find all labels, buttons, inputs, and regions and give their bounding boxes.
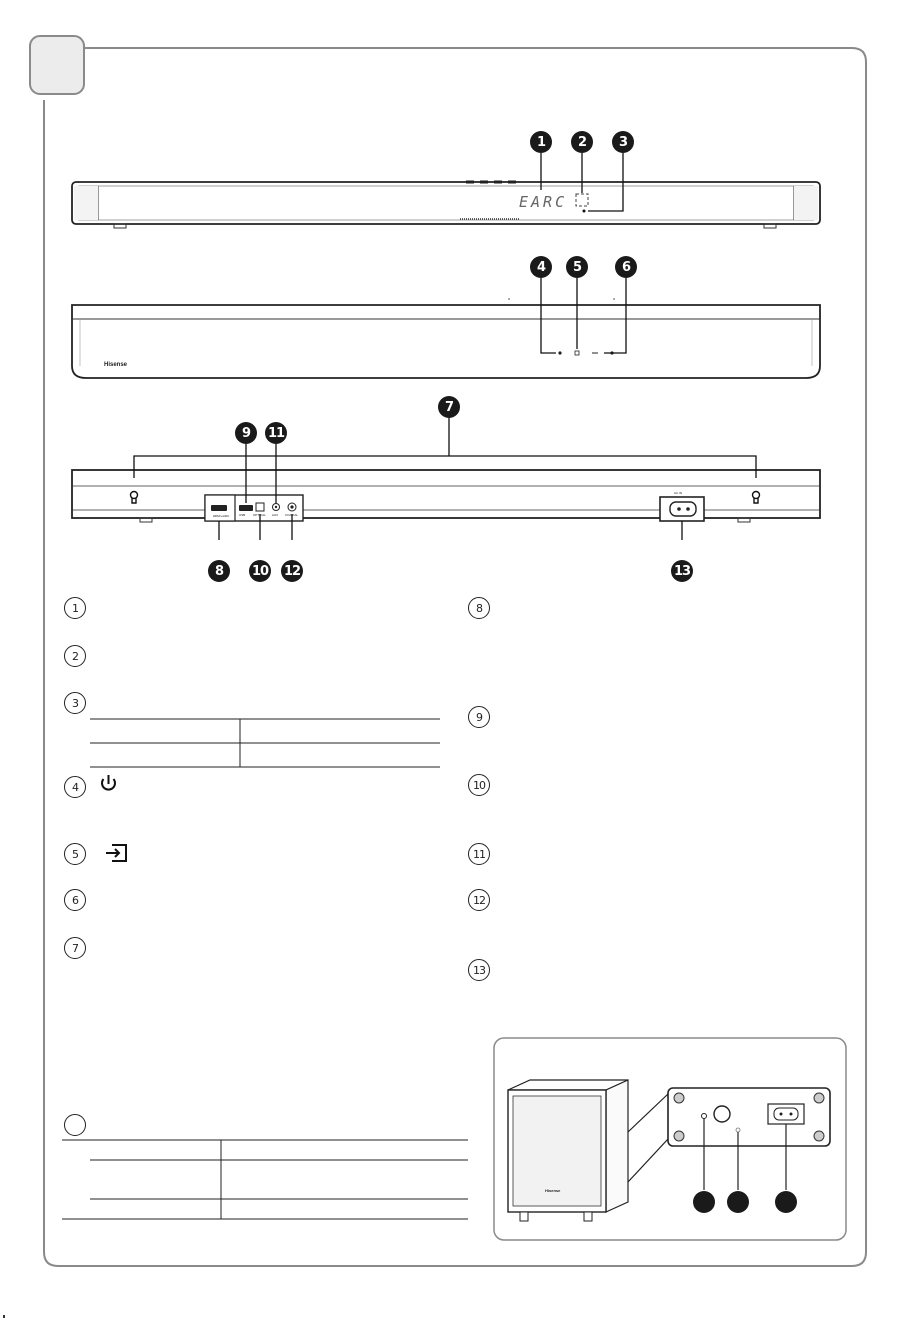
callout-11: 11 xyxy=(265,422,287,444)
legend-num-9: 9 xyxy=(468,706,490,728)
callout-7: 7 xyxy=(438,396,460,418)
callout-2: 2 xyxy=(571,131,593,153)
legend-num-1: 1 xyxy=(64,597,86,619)
legend-num-8: 8 xyxy=(468,597,490,619)
callout-9: 9 xyxy=(235,422,257,444)
legend-num-5: 5 xyxy=(64,843,86,865)
port-label-optical: OPTICAL xyxy=(253,513,266,517)
callout-1: 1 xyxy=(530,131,552,153)
legend-num-7: 7 xyxy=(64,937,86,959)
callout-6: 6 xyxy=(615,256,637,278)
callout-8: 8 xyxy=(208,560,230,582)
legend-num-3: 3 xyxy=(64,692,86,714)
port-label-aux: AUX xyxy=(272,513,279,517)
callout-3: 3 xyxy=(612,131,634,153)
callout-4: 4 xyxy=(530,256,552,278)
legend-num-11: 11 xyxy=(468,843,490,865)
led-display-text: EARC xyxy=(519,193,568,211)
legend-num-2: 2 xyxy=(64,645,86,667)
port-label-ac: AC IN xyxy=(674,491,683,495)
callout-5: 5 xyxy=(566,256,588,278)
callout-13: 13 xyxy=(671,560,693,582)
legend-num-12: 12 xyxy=(468,889,490,911)
legend-num-13: 13 xyxy=(468,959,490,981)
port-label-hdmi: HDMI eARC xyxy=(212,514,230,518)
legend-num-10: 10 xyxy=(468,774,490,796)
port-label-coaxial: COAXIAL xyxy=(285,513,299,517)
legend-num-4: 4 xyxy=(64,776,86,798)
front-logo: Hisense xyxy=(104,362,128,368)
callout-10: 10 xyxy=(249,560,271,582)
callout-12: 12 xyxy=(281,560,303,582)
page-mark xyxy=(3,1315,5,1318)
legend-num-6: 6 xyxy=(64,889,86,911)
port-label-usb: USB xyxy=(239,513,246,517)
subwoofer-logo: Hisense xyxy=(545,1188,561,1193)
